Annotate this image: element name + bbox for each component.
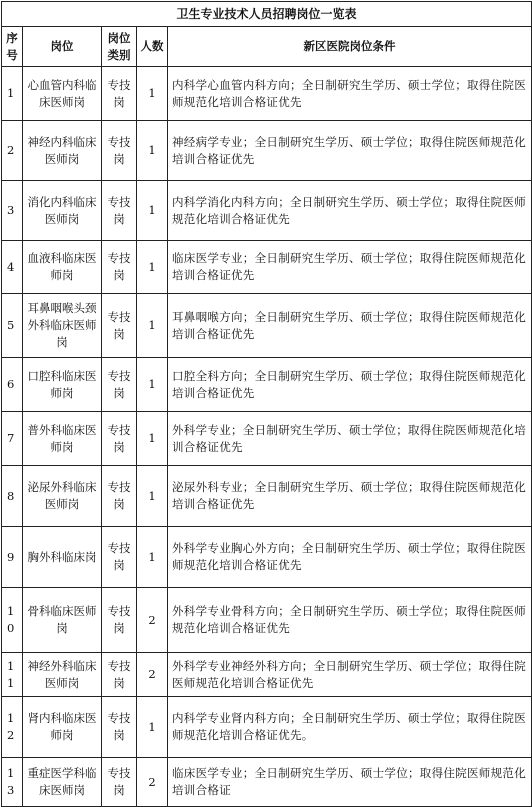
table-row bbox=[2, 588, 532, 653]
row-count: 2 bbox=[137, 588, 168, 653]
table-row bbox=[2, 241, 532, 294]
row-category: 专技岗 bbox=[102, 466, 137, 527]
row-category: 专技岗 bbox=[102, 697, 137, 758]
row-number: 3 bbox=[2, 181, 23, 241]
table-row bbox=[2, 358, 532, 412]
row-position: 胸外科临床岗 bbox=[23, 527, 102, 588]
row-number: 5 bbox=[2, 294, 23, 358]
row-count: 1 bbox=[137, 466, 168, 527]
row-count: 1 bbox=[137, 527, 168, 588]
row-category: 专技岗 bbox=[102, 527, 137, 588]
row-requirements: 临床医学专业；全日制研究生学历、硕士学位；取得住院医师规范化培训合格证优先 bbox=[168, 241, 532, 294]
row-requirements: 外科学专业；全日制研究生学历、硕士学位；取得住院医师规范化培训合格证优先 bbox=[168, 412, 532, 466]
header-position: 岗位 bbox=[23, 27, 102, 67]
row-category: 专技岗 bbox=[102, 758, 137, 807]
row-position: 血液科临床医师岗 bbox=[23, 241, 102, 294]
row-number: 9 bbox=[2, 527, 23, 588]
row-category: 专技岗 bbox=[102, 67, 137, 121]
table-row bbox=[2, 294, 532, 358]
row-position: 神经内科临床医师岗 bbox=[23, 121, 102, 181]
row-requirements: 内科学专业肾内科方向；全日制研究生学历、硕士学位；取得住院医师规范化培训合格证优先。 bbox=[168, 697, 532, 758]
row-requirements: 外科学专业胸心外方向；全日制研究生学历、硕士学位；取得住院医师规范化培训合格证优先 bbox=[168, 527, 532, 588]
row-category: 专技岗 bbox=[102, 181, 137, 241]
row-count: 1 bbox=[137, 181, 168, 241]
row-category: 专技岗 bbox=[102, 121, 137, 181]
table-row bbox=[2, 466, 532, 527]
row-count: 1 bbox=[137, 67, 168, 121]
row-position: 重症医学科临床医师岗 bbox=[23, 758, 102, 807]
row-count: 1 bbox=[137, 697, 168, 758]
row-category: 专技岗 bbox=[102, 294, 137, 358]
row-number: 13 bbox=[2, 758, 23, 807]
row-requirements: 临床医学专业；全日制研究生学历、硕士学位；取得住院医师规范化培训合格证 bbox=[168, 758, 532, 807]
table-row bbox=[2, 67, 532, 121]
row-category: 专技岗 bbox=[102, 412, 137, 466]
recruitment-table bbox=[1, 1, 532, 807]
row-requirements: 内科学消化内科方向；全日制研究生学历、硕士学位；取得住院医师规范化培训合格证优先 bbox=[168, 181, 532, 241]
table-row bbox=[2, 412, 532, 466]
row-number: 1 bbox=[2, 67, 23, 121]
row-position: 泌尿外科临床医师岗 bbox=[23, 466, 102, 527]
row-requirements: 内科学心血管内科方向；全日制研究生学历、硕士学位；取得住院医师规范化培训合格证优先 bbox=[168, 67, 532, 121]
row-position: 耳鼻咽喉头颈外科临床医师岗 bbox=[23, 294, 102, 358]
row-number: 8 bbox=[2, 466, 23, 527]
header-count: 人数 bbox=[137, 27, 168, 67]
row-count: 1 bbox=[137, 358, 168, 412]
row-position: 口腔科临床医师岗 bbox=[23, 358, 102, 412]
row-category: 专技岗 bbox=[102, 358, 137, 412]
row-position: 消化内科临床医师岗 bbox=[23, 181, 102, 241]
table-row bbox=[2, 697, 532, 758]
row-count: 1 bbox=[137, 294, 168, 358]
row-number: 4 bbox=[2, 241, 23, 294]
row-number: 6 bbox=[2, 358, 23, 412]
header-no: 序号 bbox=[2, 27, 23, 67]
row-category: 专技岗 bbox=[102, 588, 137, 653]
row-requirements: 外科学专业骨科方向；全日制研究生学历、硕士学位；取得住院医师规范化培训合格证优先 bbox=[168, 588, 532, 653]
table-body bbox=[2, 67, 532, 807]
row-requirements: 耳鼻咽喉方向；全日制研究生学历、硕士学位；取得住院医师规范化培训合格证优先 bbox=[168, 294, 532, 358]
row-count: 1 bbox=[137, 121, 168, 181]
row-requirements: 外科学专业神经外科方向；全日制研究生学历、硕士学位；取得住院医师规范化培训合格证优先 bbox=[168, 653, 532, 697]
table-title: 卫生专业技术人员招聘岗位一览表 bbox=[2, 2, 532, 27]
row-number: 7 bbox=[2, 412, 23, 466]
row-position: 普外科临床医师岗 bbox=[23, 412, 102, 466]
header-requirements: 新区医院岗位条件 bbox=[168, 27, 532, 67]
table-header-row bbox=[2, 27, 532, 67]
table-row bbox=[2, 758, 532, 807]
table-row bbox=[2, 653, 532, 697]
row-number: 12 bbox=[2, 697, 23, 758]
row-requirements: 神经病学专业；全日制研究生学历、硕士学位；取得住院医师规范化培训合格证优先 bbox=[168, 121, 532, 181]
table-title-row bbox=[2, 2, 532, 27]
row-number: 2 bbox=[2, 121, 23, 181]
row-position: 心血管内科临床医师岗 bbox=[23, 67, 102, 121]
row-position: 神经外科临床医师岗 bbox=[23, 653, 102, 697]
row-position: 肾内科临床医师岗 bbox=[23, 697, 102, 758]
row-requirements: 泌尿外科专业；全日制研究生学历、硕士学位；取得住院医师规范化培训合格证优先 bbox=[168, 466, 532, 527]
row-number: 10 bbox=[2, 588, 23, 653]
table-row bbox=[2, 181, 532, 241]
row-count: 1 bbox=[137, 241, 168, 294]
row-count: 2 bbox=[137, 758, 168, 807]
row-position: 骨科临床医师岗 bbox=[23, 588, 102, 653]
row-category: 专技岗 bbox=[102, 653, 137, 697]
row-count: 1 bbox=[137, 412, 168, 466]
table-row bbox=[2, 121, 532, 181]
table-row bbox=[2, 527, 532, 588]
header-category: 岗位类别 bbox=[102, 27, 137, 67]
row-category: 专技岗 bbox=[102, 241, 137, 294]
row-requirements: 口腔全科方向；全日制研究生学历、硕士学位；取得住院医师规范化培训合格证优先 bbox=[168, 358, 532, 412]
row-number: 11 bbox=[2, 653, 23, 697]
row-count: 2 bbox=[137, 653, 168, 697]
